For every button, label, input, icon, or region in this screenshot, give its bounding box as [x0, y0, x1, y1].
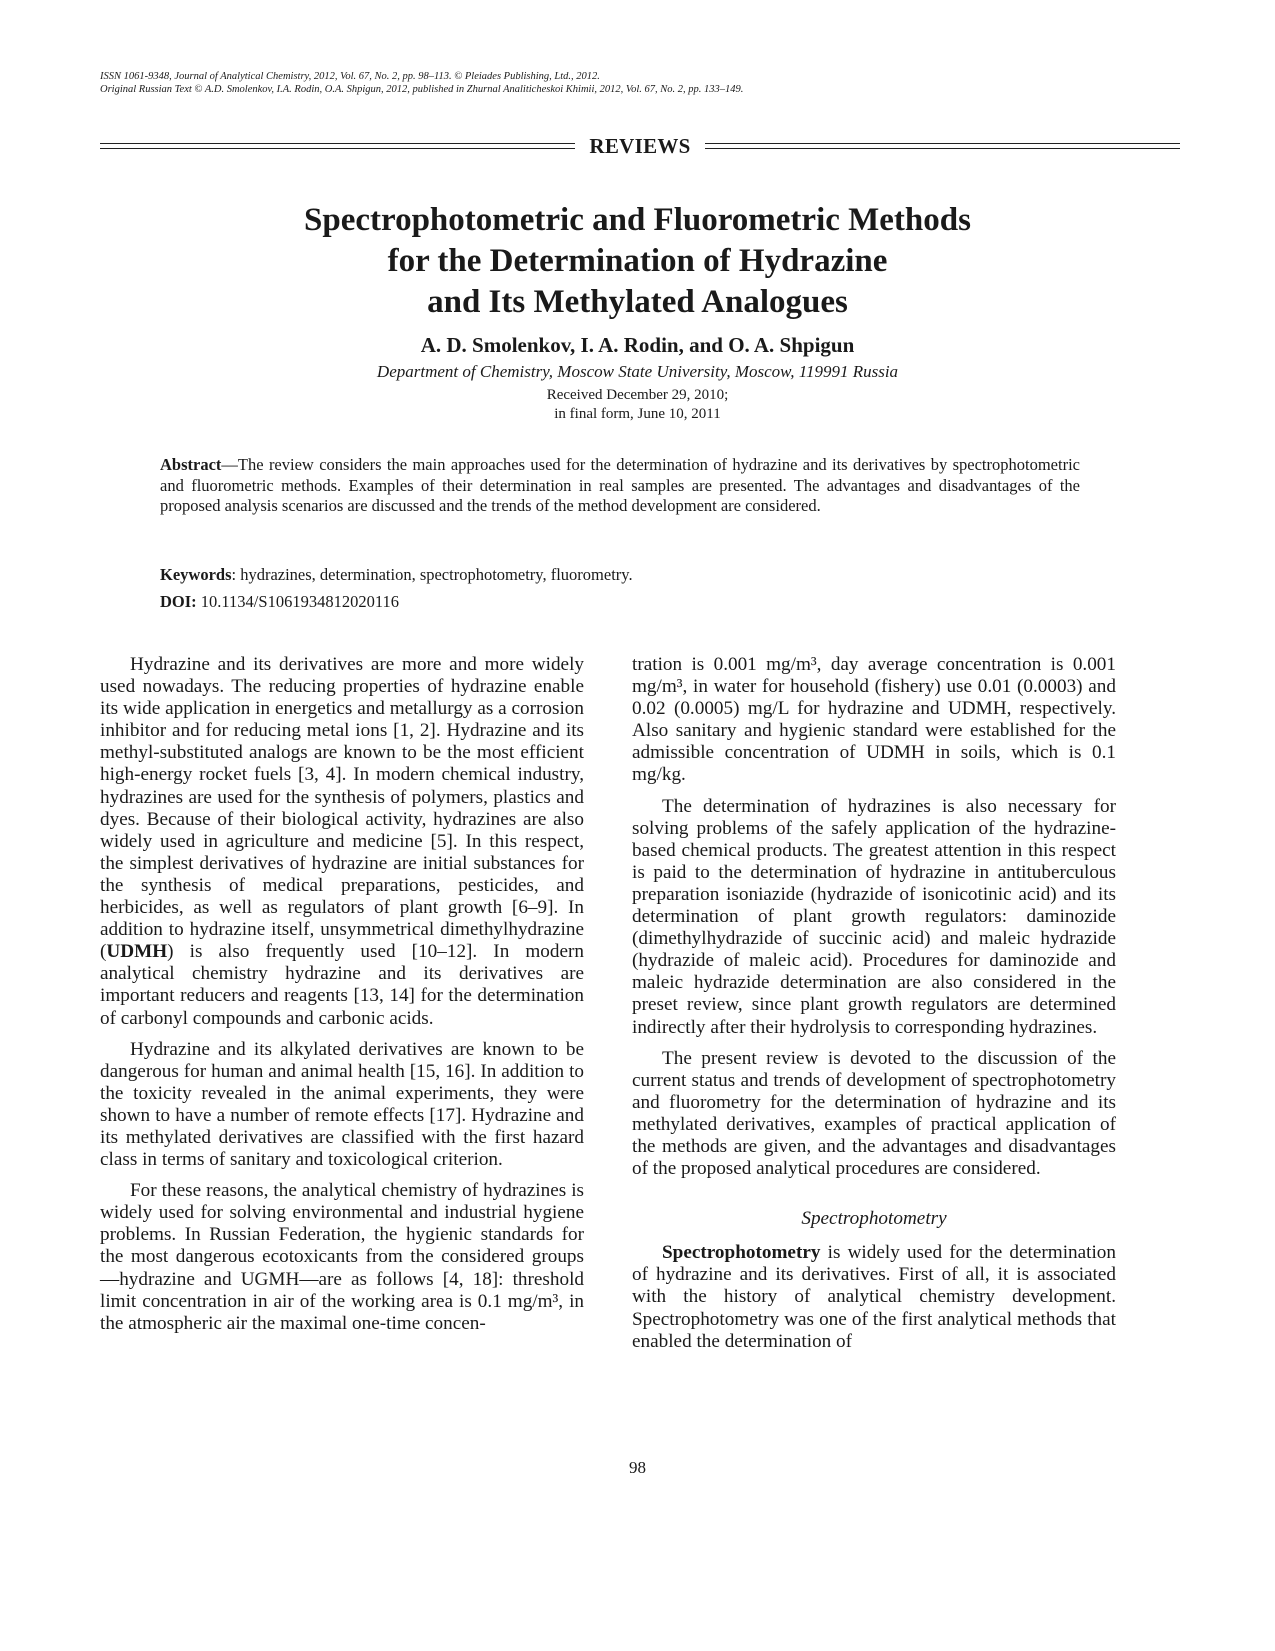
abstract-label: Abstract	[160, 455, 222, 474]
section-heading: Spectrophotometry	[801, 1208, 947, 1230]
title-line: and Its Methylated Analogues	[427, 284, 848, 320]
keywords	[160, 565, 1080, 585]
abstract	[160, 455, 1080, 517]
journal-header-line-2: Original Russian Text © A.D. Smolenkov, I.A. Rodin, O.A. Shpigun, 2012, published in Zhurnal Analiticheskoi Khimii, 2012, Vol. 67, No. 2, pp. 133–149.	[100, 84, 744, 95]
paragraph	[632, 1242, 1116, 1352]
keywords-label: Keywords	[160, 565, 232, 584]
paragraph: tration is 0.001 mg/m³, day average concentration is 0.001 mg/m³, in water for household (fishery) use 0.01 (0.0003) and 0.02 (0.0005) mg/L for hydrazine and UDMH, respectively. Also sanitary and hygienic standard were established for the admissible concentration of UDMH in soils, which is 0.1 mg/kg.	[632, 654, 1116, 786]
paragraph: Hydrazine and its alkylated derivatives are known to be dangerous for human and animal health [15, 16]. In addition to the toxicity revealed in the animal experiments, they were shown to have a number of remote effects [17]. Hydrazine and its methylated derivatives are classified with the first hazard class in terms of sanitary and toxicological criterion.	[100, 1038, 584, 1171]
authors: A. D. Smolenkov, I. A. Rodin, and O. A. Shpigun	[420, 333, 855, 357]
udmh-term: UDMH	[106, 941, 168, 963]
paragraph: The present review is devoted to the discussion of the current status and trends of development of spectrophotometry and fluorometry for the determination of hydrazine and its methylated derivatives, examples of practical application of the methods are given, and the advantages and disadvantages of the proposed analytical procedures are considered.	[632, 1047, 1116, 1180]
received-dates	[150, 386, 1125, 424]
paragraph-text: is widely used for the determination of hydrazine and its derivatives. First of all, it is associated with the history of analytical chemistry development. Spectrophotometry was one of the first analytical methods that enabled the determination of	[632, 1242, 1116, 1352]
keywords-text: : hydrazines, determination, spectrophotometry, fluorometry.	[231, 565, 633, 584]
revised-line: in final form, June 10, 2011	[554, 406, 721, 422]
section-label: REVIEWS	[589, 133, 691, 158]
double-rule-left	[100, 143, 575, 149]
paragraph-text: Hydrazine and its derivatives are more and more widely used nowadays. The reducing properties of hydrazine enable its wide application in energetics and metallurgy as a corrosion inhibitor and for reducing metal ions [1, 2]. Hydrazine and its methyl-substituted analogs are known to be the most efficient high-energy rocket fuels [3, 4]. In modern chemical industry, hydrazines are used for the synthesis of polymers, plastics and dyes. Because of their biological activity, hydrazines are also widely used in agriculture and medicine [5]. In this respect, the simplest derivatives of hydrazine are initial substances for the synthesis of medical preparations, pesticides, and herbicides, as well as regulators of plant growth [6–9]. In addition to hydrazine itself, unsymmetrical dimethylhydrazine (	[100, 654, 584, 963]
abstract-text: —The review considers the main approaches used for the determination of hydrazine and its derivatives by spectrophotometric and fluorometric methods. Examples of their determination in real samples are presented. The advantages and disadvantages of the proposed analysis scenarios are discussed and the trends of the method development are considered.	[160, 455, 1080, 515]
doi	[160, 592, 1080, 612]
page-number: 98	[629, 1458, 646, 1477]
title-line: Spectrophotometric and Fluorometric Methods	[304, 202, 971, 238]
received-line: Received December 29, 2010;	[546, 387, 729, 403]
paragraph	[100, 654, 584, 1030]
article-title	[150, 200, 1125, 323]
left-column	[100, 654, 584, 1344]
paragraph: The determination of hydrazines is also necessary for solving problems of the safely application of the hydrazine-based chemical products. The greatest attention in this respect is paid to the determination of hydrazine in antituberculous preparation isoniazide (hydrazide of isonicotinic acid) and its determination of plant growth regulators: daminozide (dimethylhydrazide of succinic acid) and maleic hydrazide (hydrazide of maleic acid). Procedures for daminozide and maleic hydrazide determination are also considered in the preset review, since plant growth regulators are determined indirectly after their hydrolysis to corresponding hydrazines.	[632, 795, 1116, 1038]
paragraph-text: ) is also frequently used [10–12]. In modern analytical chemistry hydrazine and its derivatives are important reducers and reagents [13, 14] for the determination of carbonyl compounds and carbonic acids.	[100, 941, 584, 1029]
right-column	[632, 654, 1116, 1362]
affiliation: Department of Chemistry, Moscow State University, Moscow, 119991 Russia	[376, 362, 899, 381]
spectrophotometry-term: Spectrophotometry	[662, 1242, 821, 1264]
doi-text: 10.1134/S1061934812020116	[196, 592, 399, 611]
section-band	[100, 134, 1180, 158]
journal-header-line-1: ISSN 1061-9348, Journal of Analytical Chemistry, 2012, Vol. 67, No. 2, pp. 98–113. © Pleiades Publishing, Ltd., 2012.	[100, 71, 600, 82]
double-rule-right	[705, 143, 1180, 149]
journal-header	[100, 70, 1180, 96]
paragraph: For these reasons, the analytical chemistry of hydrazines is widely used for solving environmental and industrial hygiene problems. In Russian Federation, the hygienic standards for the most dangerous ecotoxicants from the considered groups—hydrazine and UGMH—are as follows [4, 18]: threshold limit concentration in air of the working area is 0.1 mg/m³, in the atmospheric air the maximal one-time concen-	[100, 1180, 584, 1334]
title-line: for the Determination of Hydrazine	[387, 243, 888, 279]
doi-label: DOI:	[160, 592, 197, 611]
